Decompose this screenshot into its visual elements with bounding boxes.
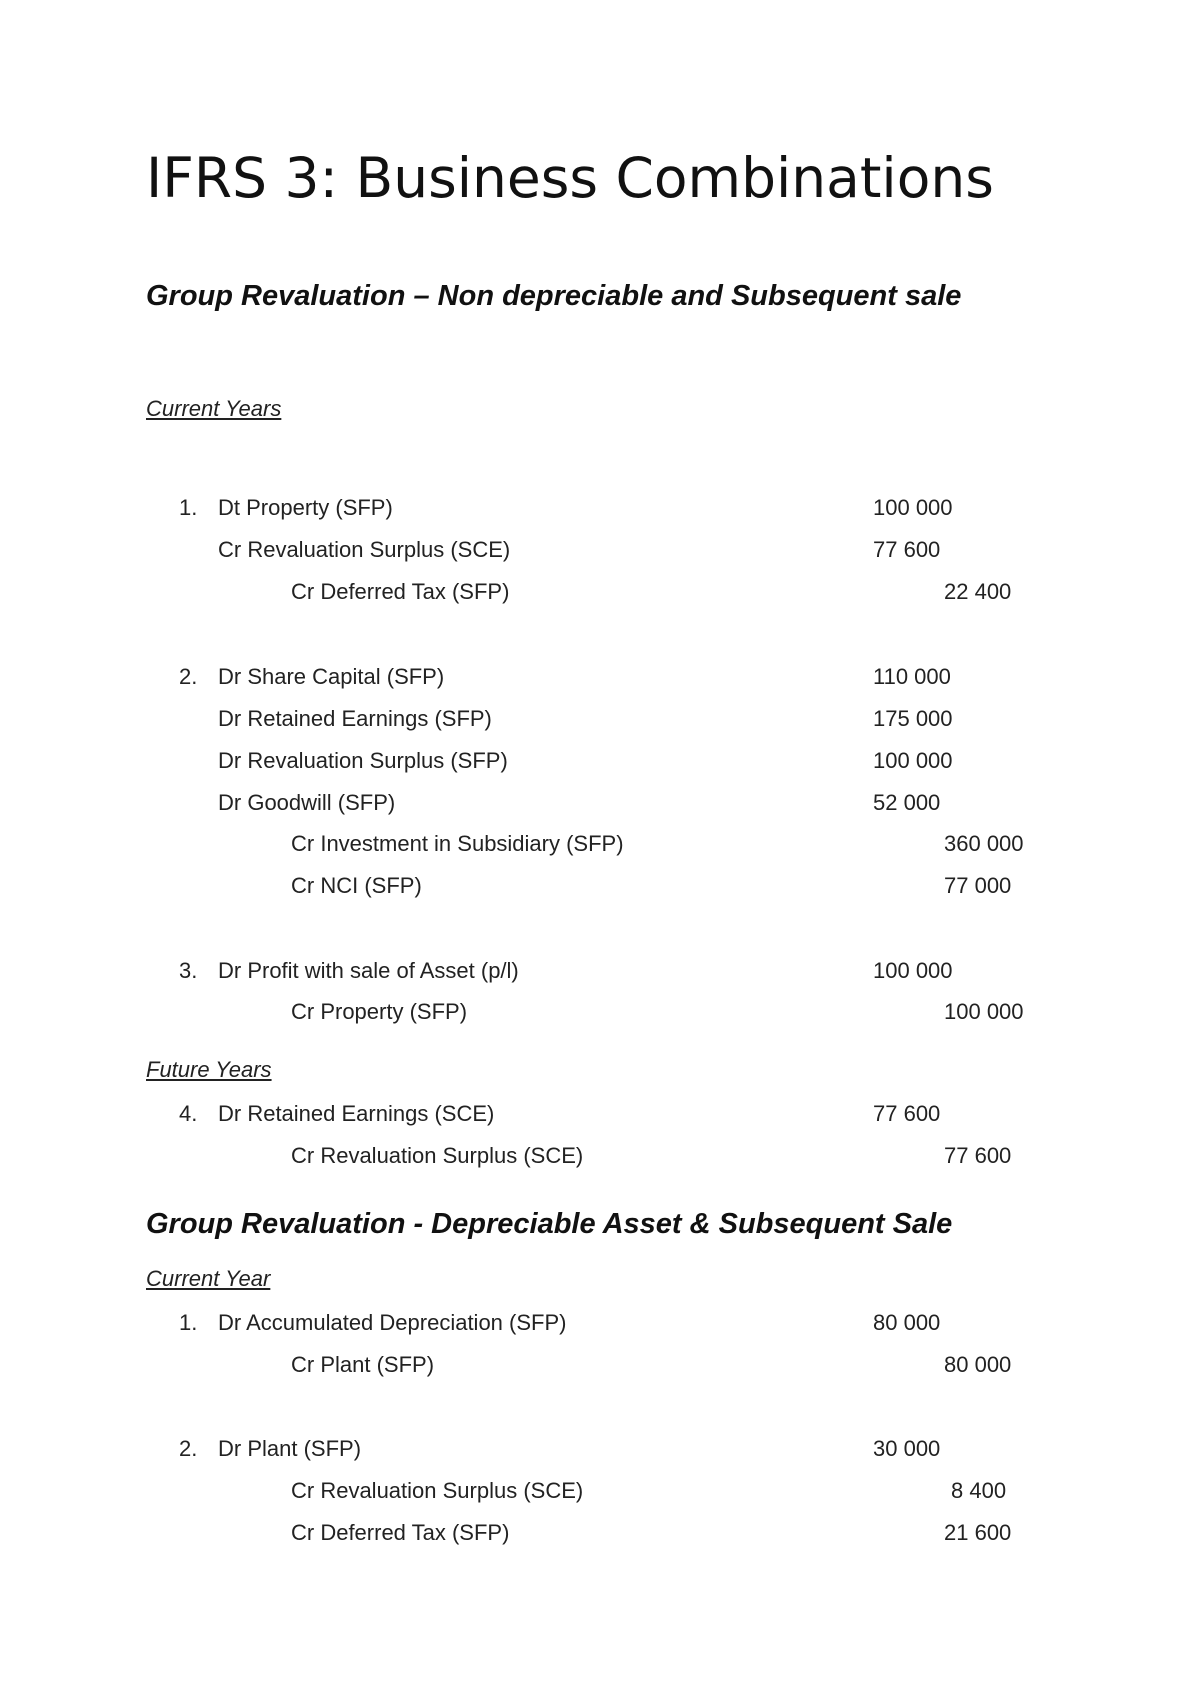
current-year-label: Current Year [146,1266,271,1291]
debit-account: Dr Share Capital (SFP) [218,664,445,689]
journal-entry-line [0,1097,1200,1131]
debit-account: Dr Retained Earnings (SFP) [218,706,492,731]
debit-amount: 100 000 [873,748,953,773]
journal-entry-line [0,995,1200,1029]
entry-number: 2. [179,664,198,689]
journal-entry-line [0,1432,1200,1466]
journal-entry-line [0,1306,1200,1340]
debit-amount: 110 000 [873,664,951,689]
credit-account: Cr Revaluation Surplus (SCE) [291,1478,584,1503]
credit-account: Cr Deferred Tax (SFP) [291,579,510,604]
debit-amount: 100 000 [873,958,953,983]
credit-amount: 8 400 [951,1478,1007,1503]
journal-entry-line [0,954,1200,988]
debit-amount: 52 000 [873,790,941,815]
journal-entry-line [0,702,1200,736]
credit-amount: 100 000 [944,999,1024,1024]
debit-account: Dt Property (SFP) [218,495,393,520]
journal-entry-line [0,491,1200,525]
credit-account: Cr Property (SFP) [291,999,468,1024]
journal-entry-line [0,660,1200,694]
journal-entry-line [0,744,1200,778]
section-heading-non-depreciable: Group Revaluation – Non depreciable and Subsequent sale [146,280,962,312]
debit-account: Dr Accumulated Depreciation (SFP) [218,1310,567,1335]
credit-account: Cr Plant (SFP) [291,1352,435,1377]
journal-entry-line [0,1348,1200,1382]
journal-entry-line [0,1139,1200,1173]
credit-amount: 77 000 [944,873,1012,898]
credit-amount: 80 000 [944,1352,1012,1377]
debit-amount: 30 000 [873,1436,941,1461]
debit-amount: 80 000 [873,1310,941,1335]
journal-entry-line [0,869,1200,903]
credit-amount: 360 000 [944,831,1024,856]
debit-account: Dr Retained Earnings (SCE) [218,1101,495,1126]
document-title: IFRS 3: Business Combinations [146,146,994,210]
debit-account: Dr Revaluation Surplus (SFP) [218,748,508,773]
credit-account: Cr Investment in Subsidiary (SFP) [291,831,624,856]
credit-account: Cr Deferred Tax (SFP) [291,1520,510,1545]
credit-account: Cr Revaluation Surplus (SCE) [218,537,511,562]
journal-entry-line [0,1516,1200,1550]
journal-entry-line [0,786,1200,820]
credit-account: Cr Revaluation Surplus (SCE) [291,1143,584,1168]
entry-number: 1. [179,1310,198,1335]
credit-amount: 77 600 [944,1143,1012,1168]
debit-amount: 100 000 [873,495,953,520]
journal-entry-line [0,575,1200,609]
credit-amount: 22 400 [944,579,1012,604]
entry-number: 1. [179,495,198,520]
credit-amount: 21 600 [944,1520,1012,1545]
entry-number: 4. [179,1101,198,1126]
future-years-label: Future Years [146,1057,272,1082]
journal-entry-line [0,827,1200,861]
debit-account: Dr Profit with sale of Asset (p/l) [218,958,519,983]
journal-entry-line [0,533,1200,567]
current-years-label: Current Years [146,396,282,421]
debit-amount: 175 000 [873,706,953,731]
journal-entry-line [0,1474,1200,1508]
section-heading-depreciable: Group Revaluation - Depreciable Asset & Subsequent Sale [146,1208,953,1240]
credit-amount: 77 600 [873,537,941,562]
debit-account: Dr Plant (SFP) [218,1436,362,1461]
debit-amount: 77 600 [873,1101,941,1126]
entry-number: 2. [179,1436,198,1461]
credit-account: Cr NCI (SFP) [291,873,422,898]
debit-account: Dr Goodwill (SFP) [218,790,396,815]
entry-number: 3. [179,958,198,983]
